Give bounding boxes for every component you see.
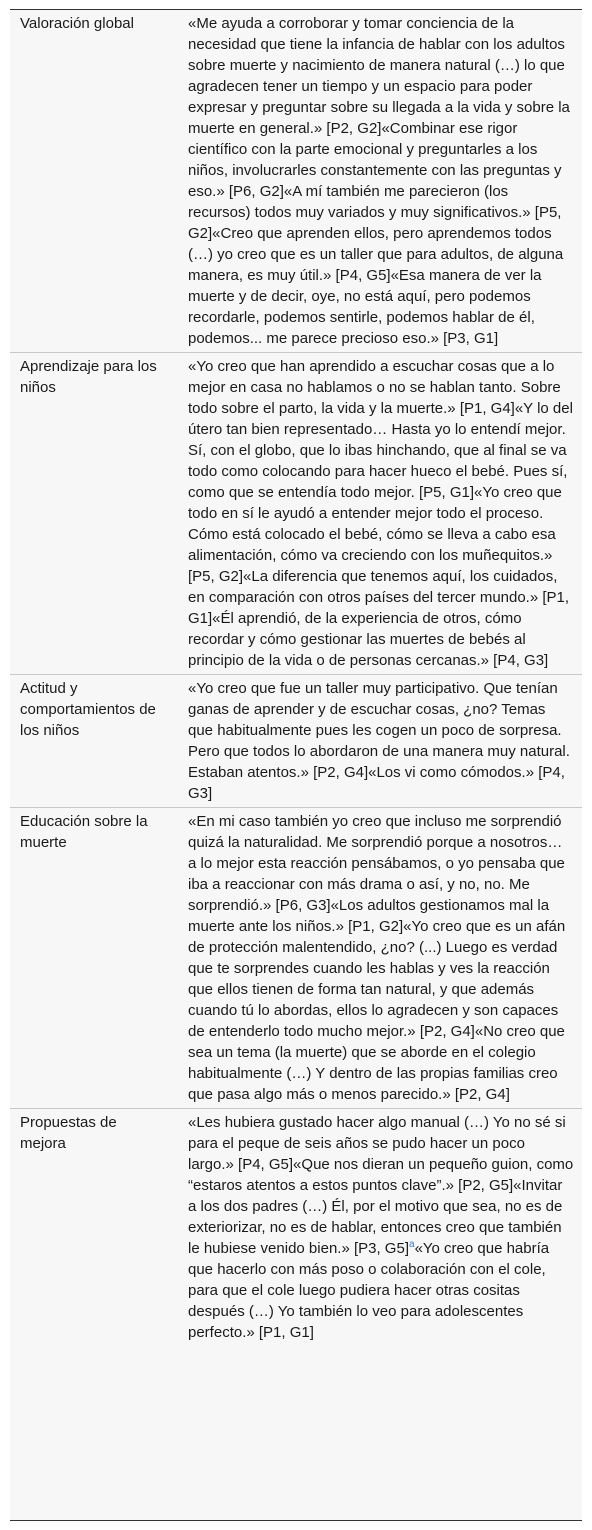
table-row bbox=[10, 675, 582, 808]
quote-cell: «En mi caso también yo creo que incluso me sorprendió quizá la naturalidad. Me sorprendió porque a nosotros… a lo mejor esta reacción pensábamos, o yo pensaba que iba a reaccionar con más drama o así, y no, no. Me sorprendió.» [P6, G3]«Los adultos gestionamos mal la muerte ante los niños.» [P1, G2]«Yo creo que es un afán de protección malentendido, ¿no? (...) Luego es verdad que te sorprendes cuando les hablas y ves la reacción que ellos tienen de forma tan natural, y que además cuando tú lo abordas, ellos lo agradecen y son capaces de entenderlo todo mucho mejor.» [P2, G4]«No creo que sea un tema (la muerte) que se aborde en el colegio habitualmente (…) Y dentro de las propias familias creo que pasa algo más o menos parecido.» [P2, G4] bbox=[170, 808, 582, 1109]
table bbox=[10, 10, 582, 1346]
table-row bbox=[10, 353, 582, 675]
category-cell: Valoración global bbox=[20, 15, 134, 32]
category-cell: Aprendizaje para los niños bbox=[10, 353, 170, 675]
category-cell: Propuestas de mejora bbox=[10, 1109, 170, 1347]
quote-text-part: «Yo creo que habría que hacerlo con más poso o colaboración con el cole, para que el cole luego pudiera hacer otras cositas después (…) Yo también lo veo para adolescentes perfecto.» [P1, G1] bbox=[188, 1240, 550, 1341]
category-cell: Educación sobre la muerte bbox=[10, 808, 170, 1109]
table-row bbox=[10, 1109, 582, 1347]
category-cell: Actitud y comportamientos de los niños bbox=[10, 675, 170, 808]
qualitative-results-table bbox=[10, 9, 582, 1521]
footnote-link[interactable]: a bbox=[409, 1239, 415, 1250]
quote-cell: «Me ayuda a corroborar y tomar conciencia de la necesidad que tiene la infancia de hablar con los adultos sobre muerte y nacimiento de manera natural (…) lo que agradecen tener un tiempo y un espacio para poder expresar y preguntar sobre su llegada a la vida y sobre la muerte en general.» [P2, G2]«Combinar ese rigor científico con la parte emocional y preguntarles a los niños, involucrarles constantemente con las preguntas y eso.» [P6, G2]«A mí también me parecieron (los recursos) todos muy variados y muy significativos.» [P5, G2]«Creo que aprenden ellos, pero aprendemos todos (…) yo creo que es un taller que para adultos, de alguna manera, es muy útil.» [P4, G5]«Esa manera de ver la muerte y de decir, oye, no está aquí, pero podemos recordarle, podemos sentirle, podemos hablar de él, podemos... me parece precioso eso.» [P3, G1] bbox=[188, 15, 570, 347]
quote-cell: «Yo creo que han aprendido a escuchar cosas que a lo mejor en casa no hablamos o no se hablan tanto. Sobre todo sobre el parto, la vida y la muerte.» [P1, G4]«Y lo del útero tan bien representado… Hasta yo lo entendí mejor. Sí, con el globo, que lo ibas hinchando, que al final se va todo como colocando para hacer hueco el bebé. Pues sí, como que se entendía todo mejor. [P5, G1]«Yo creo que todo en sí le ayudó a entender mejor todo el proceso. Cómo está colocado el bebé, cómo se lleva a cabo esa alimentación, cómo va creciendo con los muñequitos.» [P5, G2]«La diferencia que tenemos aquí, los cuidados, en comparación con otros países del tercer mundo.» [P1, G1]«Él aprendió, de la experiencia de otros, cómo recordar y cómo gestionar las muertes de bebés al principio de la vida o de personas cercanas.» [P4, G3] bbox=[170, 353, 582, 675]
quote-cell: «Yo creo que fue un taller muy participativo. Que tenían ganas de aprender y de escuchar cosas, ¿no? Temas que habitualmente pues les cogen un poco de sorpresa. Pero que todos lo abordaron de una manera muy natural. Estaban atentos.» [P2, G4]«Los vi como cómodos.» [P4, G3] bbox=[170, 675, 582, 808]
quote-text-part: «Les hubiera gustado hacer algo manual (…) Yo no sé si para el peque de seis años se pudo hacer un poco largo.» [P4, G5]«Que nos dieran un pequeño guion, como “estaros atentos a estos puntos clave”.» [P2, G5]«Invitar a los dos padres (…) Él, por el motivo que sea, no es de exteriorizar, no es de hablar, entonces creo que también le hubiese venido bien.» [P3, G5] bbox=[188, 1114, 574, 1257]
table-row bbox=[10, 808, 582, 1109]
table-row bbox=[10, 10, 582, 353]
quote-cell bbox=[170, 1109, 582, 1347]
